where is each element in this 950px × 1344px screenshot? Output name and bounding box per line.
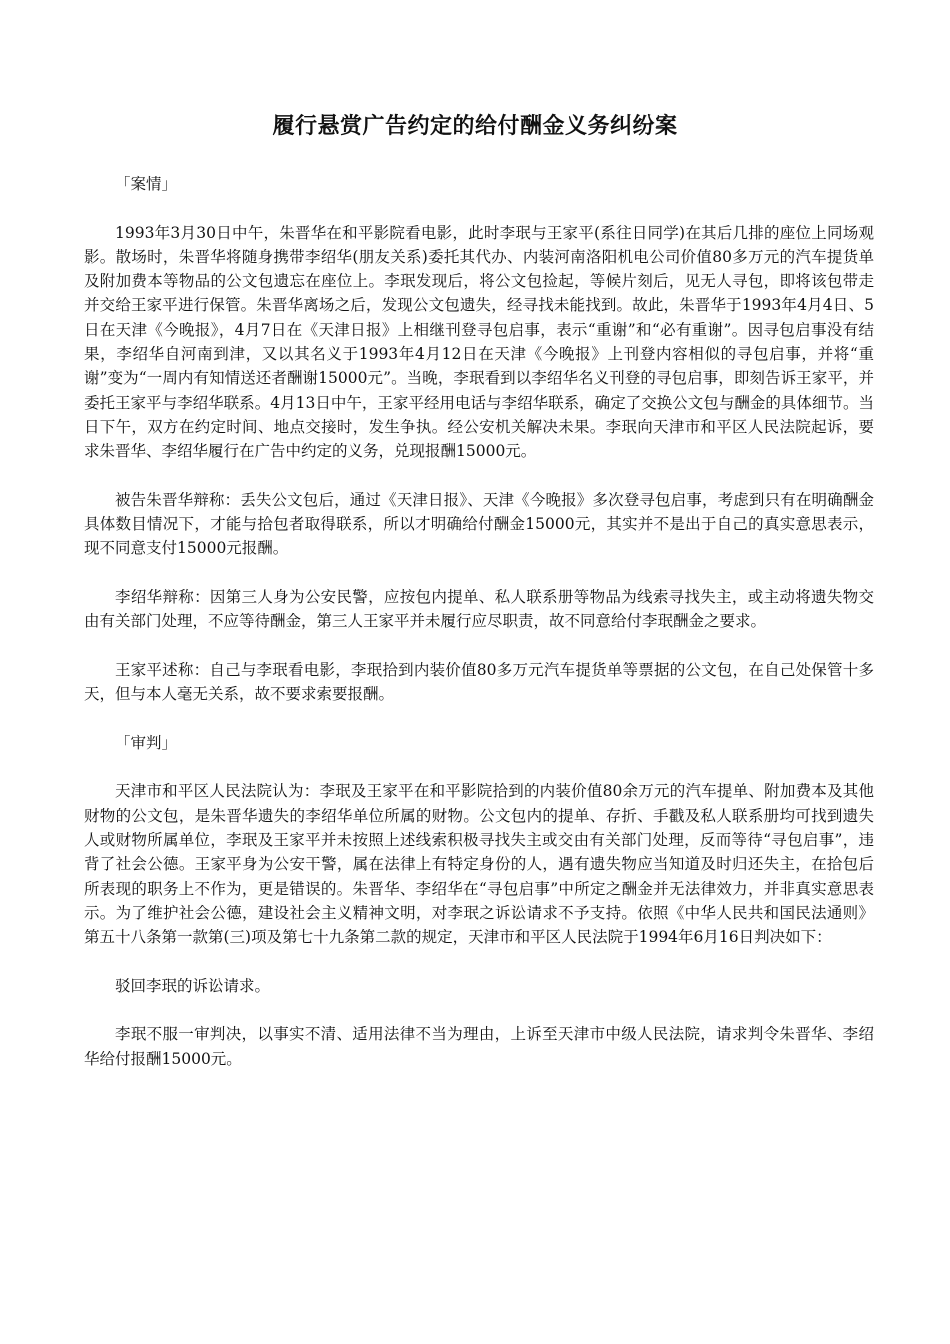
document-body [84, 172, 874, 1095]
section-heading-trial: 「审判」 [115, 733, 178, 752]
paragraph-appeal: 李珉不服一审判决，以事实不清、适用法律不当为理由，上诉至天津市中级人民法院，请求判令朱晋华、李绍华给付报酬15000元。 [84, 1025, 874, 1068]
document-title: 履行悬赏广告约定的给付酬金义务纠纷案 [272, 114, 678, 139]
paragraph-case-facts: 1993年3月30日中午，朱晋华在和平影院看电影，此时李珉与王家平(系往日同学)在其后几排的座位上同场观影。散场时，朱晋华将随身携带李绍华(朋友关系)委托其代办、内装河南洛阳机电公司价值80多万元的汽车提货单及附加费本等物品的公文包遗忘在座位上。李珉发现后，将公文包捡起，等候片刻后，见无人寻包，即将该包带走并交给王家平进行保管。朱晋华离场之后，发现公文包遗失，经寻找未能找到。故此，朱晋华于1993年4月4日、5日在天津《今晚报》，4月7日在《天津日报》上相继刊登寻包启事，表示“重谢”和“必有重谢”。因寻包启事没有结果，李绍华自河南到津，又以其名义于1993年4月12日在天津《今晚报》上刊登内容相似的寻包启事，并将“重谢”变为“一周内有知情送还者酬谢15000元”。当晚，李珉看到以李绍华名义刊登的寻包启事，即刻告诉王家平，并委托王家平与李绍华联系。4月13日中午，王家平经用电话与李绍华联系，确定了交换公文包与酬金的具体细节。当日下午，双方在约定时间、地点交接时，发生争执。经公安机关解决未果。李珉向天津市和平区人民法院起诉，要求朱晋华、李绍华履行在广告中约定的义务，兑现报酬15000元。 [84, 223, 874, 461]
section-heading-case: 「案情」 [115, 175, 178, 193]
paragraph-judgment: 驳回李珉的诉讼请求。 [115, 976, 271, 995]
paragraph-defendant-zhu: 被告朱晋华辩称：丢失公文包后，通过《天津日报》、天津《今晚报》多次登寻包启事，考虑到只有在明确酬金具体数目情况下，才能与拾包者取得联系，所以才明确给付酬金15000元，其实并不是出于自己的真实意思表示，现不同意支付15000元报酬。 [84, 490, 874, 558]
paragraph-court-opinion: 天津市和平区人民法院认为：李珉及王家平在和平影院拾到的内装价值80余万元的汽车提单、附加费本及其他财物的公文包，是朱晋华遗失的李绍华单位所属的财物。公文包内的提单、存折、手戳及私人联系册均可找到遗失人或财物所属单位，李珉及王家平并未按照上述线索积极寻找失主或交由有关部门处理，反而等待“寻包启事”，违背了社会公德。王家平身为公安干警，属在法律上有特定身份的人，遇有遗失物应当知道及时归还失主，在拾包后所表现的职务上不作为，更是错误的。朱晋华、李绍华在“寻包启事”中所定之酬金并无法律效力，并非真实意思表示。为了维护社会公德，建设社会主义精神文明，对李珉之诉讼请求不予支持。依照《中华人民共和国民法通则》第五十八条第一款第(三)项及第七十九条第二款的规定，天津市和平区人民法院于1994年6月16日判决如下： [84, 782, 874, 947]
paragraph-defendant-li: 李绍华辩称：因第三人身为公安民警，应按包内提单、私人联系册等物品为线索寻找失主，或主动将遗失物交由有关部门处理，不应等待酬金，第三人王家平并未履行应尽职责，故不同意给付李珉酬金之要求。 [84, 588, 874, 631]
paragraph-third-party-wang: 王家平述称：自己与李珉看电影，李珉拾到内装价值80多万元汽车提货单等票据的公文包，在自己处保管十多天，但与本人毫无关系，故不要求索要报酬。 [84, 660, 874, 704]
